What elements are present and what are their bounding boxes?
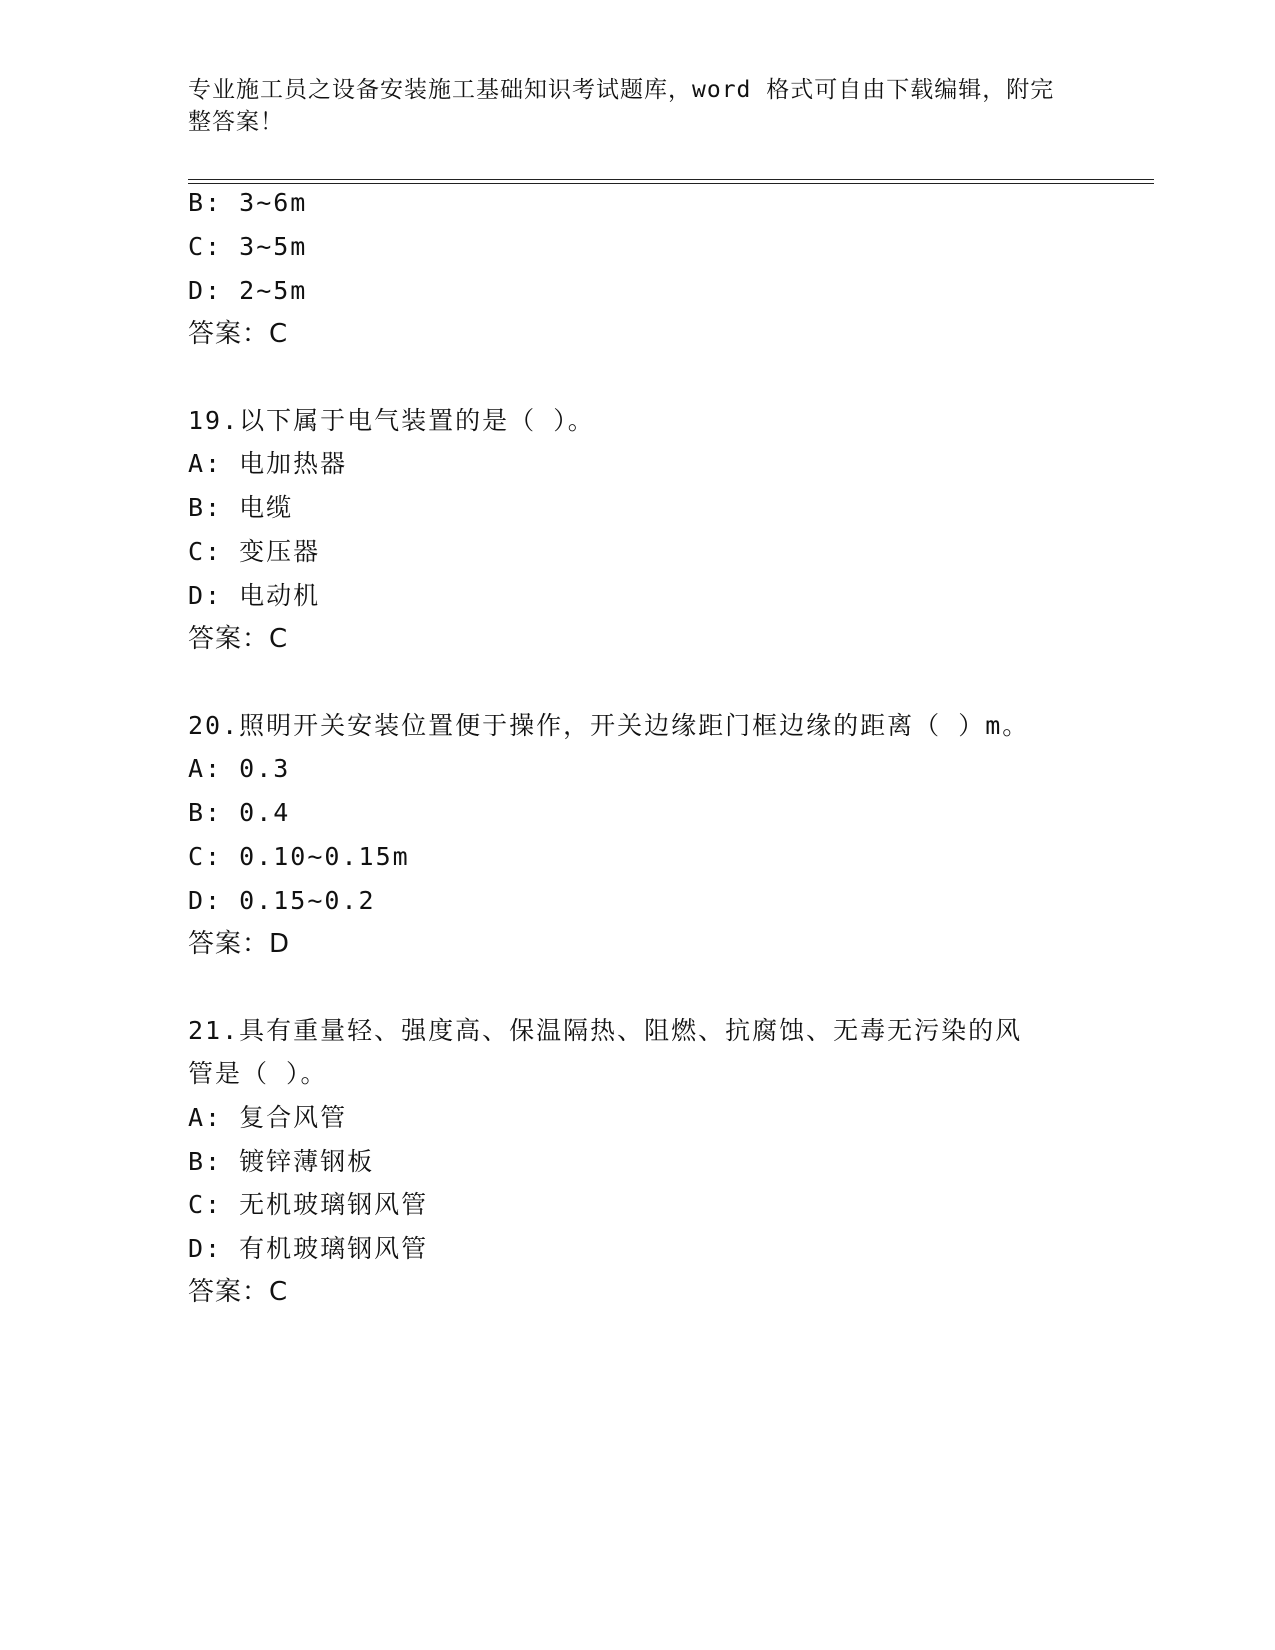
q20-question: 20.照明开关安装位置便于操作，开关边缘距门框边缘的距离（ ）m。 [188, 711, 1030, 740]
q19-answer: 答案：C [188, 624, 289, 654]
header-rule-top [188, 179, 1154, 180]
q21-option-b: B: 镀锌薄钢板 [188, 1147, 375, 1176]
q19-question: 19.以下属于电气装置的是（ ）。 [188, 406, 595, 435]
document-header: 专业施工员之设备安装施工基础知识考试题库，word 格式可自由下载编辑，附完整答案！ [188, 77, 1055, 135]
q21-option-a: A: 复合风管 [188, 1103, 348, 1132]
q19-option-b: B: 电缆 [188, 493, 294, 522]
q21-answer: 答案：C [188, 1277, 289, 1307]
q20-option-c: C: 0.10~0.15m [188, 842, 410, 871]
q19-option-d: D: 电动机 [188, 581, 321, 610]
q19-option-a: A: 电加热器 [188, 449, 348, 478]
q20-answer: 答案：D [188, 929, 291, 959]
q18-option-c: C: 3~5m [188, 232, 308, 261]
q21-question-line1: 21.具有重量轻、强度高、保温隔热、阻燃、抗腐蚀、无毒无污染的风 [188, 1016, 1023, 1045]
q20-option-a: A: 0.3 [188, 754, 291, 783]
q18-option-d: D: 2~5m [188, 276, 308, 305]
header-rule-bottom [188, 183, 1154, 184]
q18-option-b: B: 3~6m [188, 188, 308, 217]
q21-option-d: D: 有机玻璃钢风管 [188, 1234, 429, 1263]
q20-option-d: D: 0.15~0.2 [188, 886, 376, 915]
q18-answer: 答案：C [188, 319, 289, 349]
q19-option-c: C: 变压器 [188, 537, 321, 566]
q20-option-b: B: 0.4 [188, 798, 291, 827]
q21-question-line2: 管是（ ）。 [188, 1059, 328, 1088]
q21-option-c: C: 无机玻璃钢风管 [188, 1190, 429, 1219]
